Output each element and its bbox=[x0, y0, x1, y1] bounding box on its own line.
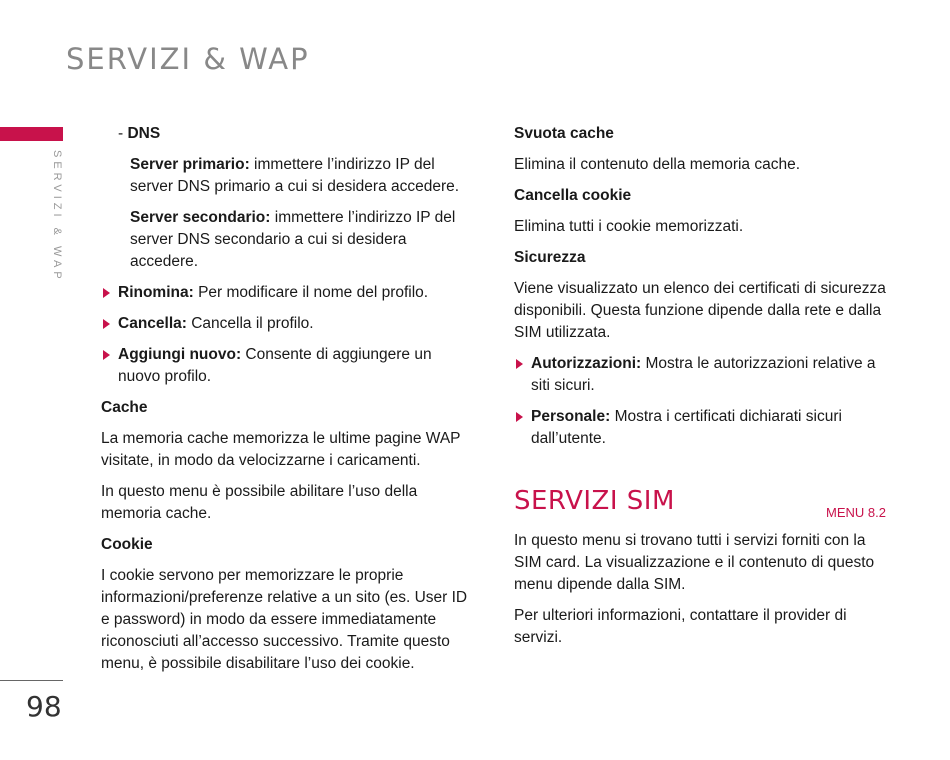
cookie-paragraph: I cookie servono per memorizzare le proprie informazioni/preferenze relative a un sito (es. User ID e password) in modo da essere immediatamente riconosciuti all’accesso successivo. Tramite questo menu, è possibile disabilitare l’uso dei cookie. bbox=[101, 567, 468, 672]
clear-cookie-heading: Cancella cookie bbox=[514, 187, 632, 204]
cookie-heading: Cookie bbox=[101, 536, 153, 553]
clear-cache-text: Elimina il contenuto della memoria cache. bbox=[514, 156, 801, 173]
security-text: Viene visualizzato un elenco dei certificati di sicurezza disponibili. Questa funzione dipende dalla rete e dalla SIM utilizzata. bbox=[514, 280, 886, 341]
clear-cookie-text: Elimina tutti i cookie memorizzati. bbox=[514, 218, 744, 235]
add-new-bullet: Aggiungi nuovo: Consente di aggiungere un nuovo profilo. bbox=[101, 344, 473, 388]
sim-section-title: SERVIZI SIM bbox=[514, 486, 675, 516]
rename-bullet: Rinomina: Per modificare il nome del profilo. bbox=[101, 282, 473, 304]
cache-heading: Cache bbox=[101, 399, 148, 416]
sim-menu-code: MENU 8.2 bbox=[826, 505, 886, 520]
side-vertical-label: SERVIZI & WAP bbox=[51, 150, 63, 283]
dns-heading: - DNS bbox=[118, 125, 161, 142]
bullet-triangle-icon bbox=[103, 319, 110, 329]
security-heading: Sicurezza bbox=[514, 249, 586, 266]
secondary-server-paragraph: Server secondario: immettere l’indirizzo IP del server DNS secondario a cui si desidera accedere. bbox=[130, 209, 456, 270]
bullet-triangle-icon bbox=[103, 288, 110, 298]
page-number: 98 bbox=[26, 690, 62, 723]
personal-bullet: Personale: Mostra i certificati dichiarati sicuri dall’utente. bbox=[514, 406, 886, 450]
primary-server-paragraph: Server primario: immettere l’indirizzo IP del server DNS primario a cui si desidera accedere. bbox=[130, 156, 460, 195]
page-header-title: SERVIZI & WAP bbox=[66, 42, 310, 76]
bullet-triangle-icon bbox=[103, 350, 110, 360]
delete-bullet: Cancella: Cancella il profilo. bbox=[101, 313, 473, 335]
sim-paragraph-2: Per ulteriori informazioni, contattare il provider di servizi. bbox=[514, 607, 847, 646]
authorizations-bullet: Autorizzazioni: Mostra le autorizzazioni relative a siti sicuri. bbox=[514, 353, 886, 397]
sim-section-header bbox=[514, 486, 886, 530]
bullet-triangle-icon bbox=[516, 412, 523, 422]
cache-paragraph-2: In questo menu è possibile abilitare l’uso della memoria cache. bbox=[101, 483, 418, 522]
cache-paragraph-1: La memoria cache memorizza le ultime pagine WAP visitate, in modo da velocizzarne i caricamenti. bbox=[101, 430, 461, 469]
footer-divider bbox=[0, 680, 63, 681]
clear-cache-heading: Svuota cache bbox=[514, 125, 614, 142]
bullet-triangle-icon bbox=[516, 359, 523, 369]
right-column bbox=[514, 123, 886, 658]
left-column bbox=[101, 123, 473, 684]
side-accent-bar bbox=[0, 127, 63, 141]
sim-paragraph-1: In questo menu si trovano tutti i servizi forniti con la SIM card. La visualizzazione e il contenuto di questo menu dipende dalla SIM. bbox=[514, 532, 875, 593]
